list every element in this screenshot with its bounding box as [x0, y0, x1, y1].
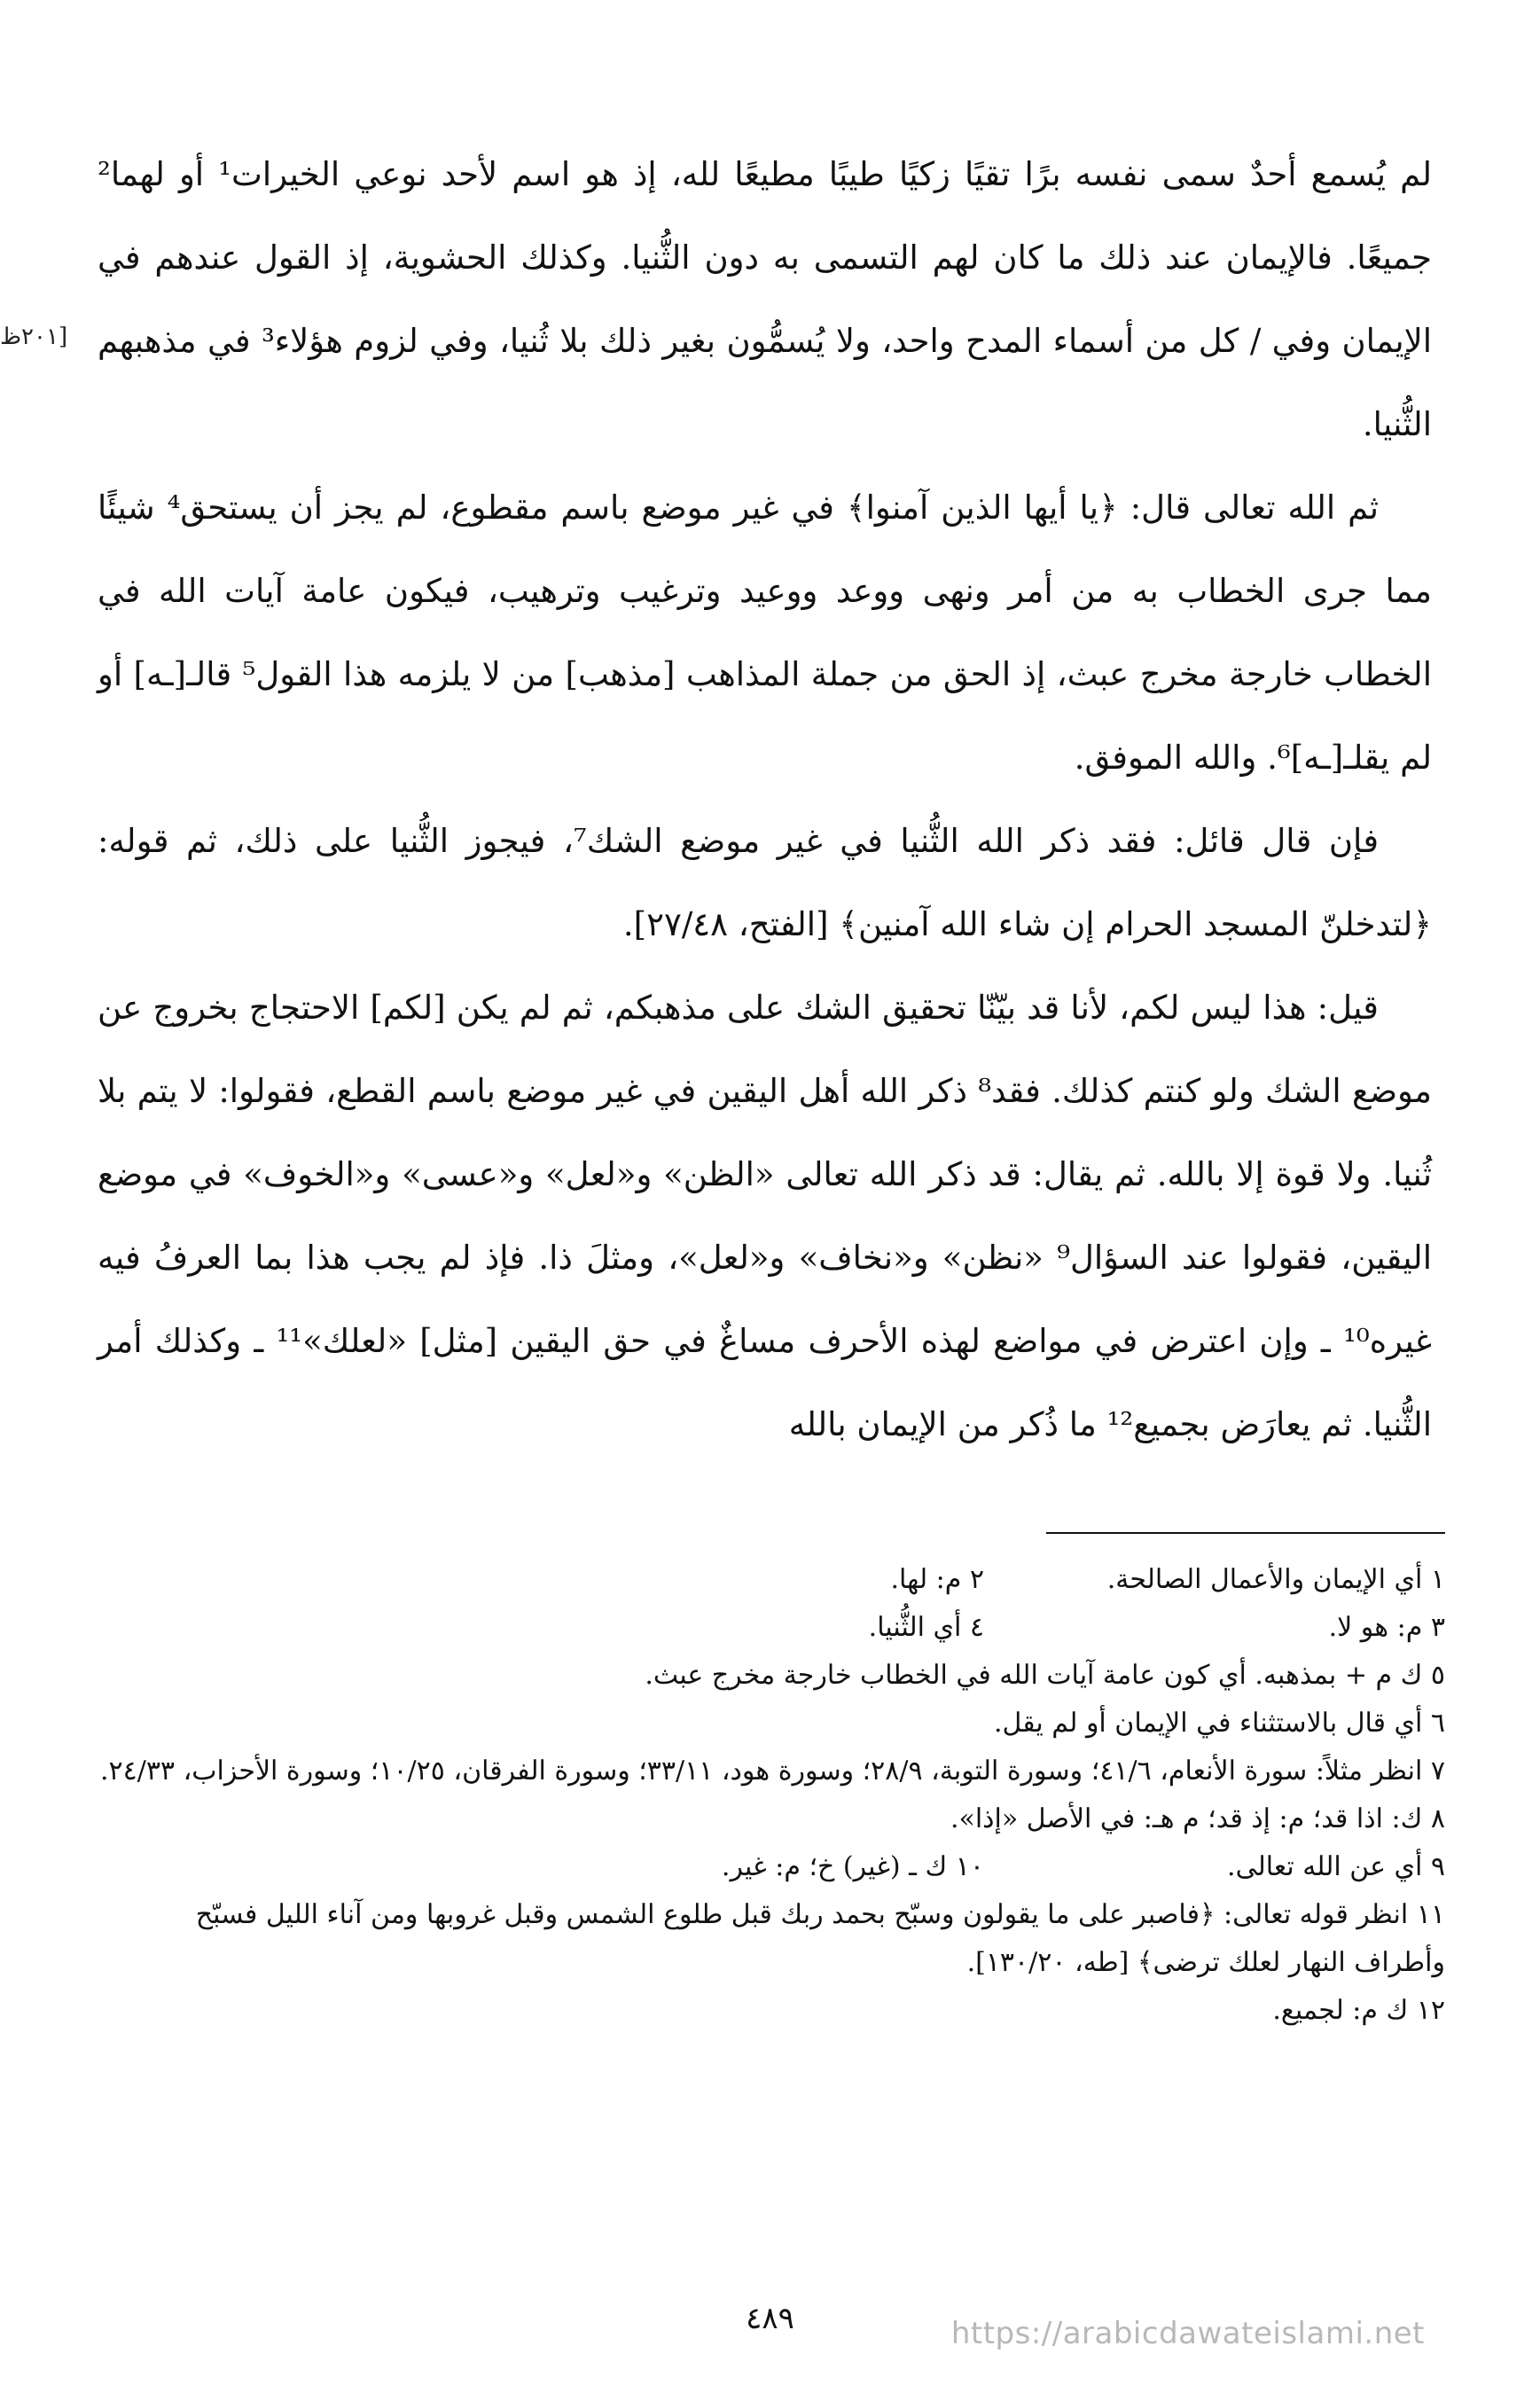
paragraph-1: لم يُسمع أحدٌ سمى نفسه برًا تقيًا زكيًا طيبًا مطيعًا لله، إذ هو اسم لأحد نوعي الخيرات¹ أو لهما² جميعًا. فالإيمان عند ذلك ما كان لهم التسمى به دون الثُّنيا. وكذلك الحشوية، إذ القول عندهم في الإيمان وفي / كل من أسماء المدح واحد، ولا يُسمُّون بغير ذلك بلا ثُنيا، وفي لزوم هؤلاء³ في مذهبهم الثُّنيا. — [98, 155, 1432, 443]
footnotes-section — [98, 1556, 1445, 2035]
footnote-divider — [1046, 1532, 1445, 1534]
footnote-7: ٧ انظر مثلاً: سورة الأنعام، ٤١/٦؛ وسورة التوبة، ٢٨/٩؛ وسورة هود، ٣٣/١١؛ وسورة الفرقان، ١٠/٢٥؛ وسورة الأحزاب، ٢٤/٣٣. — [99, 1756, 1445, 1787]
footnote-row — [98, 1556, 1445, 1604]
paragraph-3: فإن قال قائل: فقد ذكر الله الثُّنيا في غير موضع الشك⁷، فيجوز الثُّنيا على ذلك، ثم قوله: ﴿لتدخلنّ المسجد الحرام إن شاء الله آمنين﴾ [الفتح، ٢٧/٤٨]. — [98, 822, 1432, 943]
footnote-row — [98, 1843, 1445, 1891]
footnote-6: ٦ أي قال بالاستثناء في الإيمان أو لم يقل. — [993, 1708, 1445, 1739]
footnote-10: ١٠ ك ـ (غير) خ؛ م: غير. — [721, 1851, 984, 1882]
footnote-12: ١٢ ك م: لجميع. — [1272, 1995, 1445, 2026]
footnote-9: ٩ أي عن الله تعالى. — [1227, 1851, 1445, 1882]
footnote-1: ١ أي الإيمان والأعمال الصالحة. — [1106, 1564, 1445, 1595]
footnote-3: ٣ م: هو لا. — [1328, 1612, 1445, 1643]
footnote-2: ٢ م: لها. — [890, 1564, 984, 1595]
footnote-row — [98, 1604, 1445, 1652]
manuscript-folio-marker: [٢٠١ظ — [0, 324, 68, 350]
footnote-11: ١١ انظر قوله تعالى: ﴿فاصبر على ما يقولون وسبّح بحمد ربك قبل طلوع الشمس وقبل غروبها ومن آناء الليل فسبّح وأطراف النهار لعلك ترضى﴾ [طه، ١٣٠/٢٠]. — [195, 1899, 1445, 1978]
footnote-5: ٥ ك م + بمذهبه. أي كون عامة آيات الله في الخطاب خارجة مخرج عبث. — [645, 1660, 1445, 1691]
source-watermark: https://arabicdawateislami.net — [950, 2316, 1425, 2351]
page-number: ٤٨٩ — [746, 2301, 794, 2336]
main-text-block — [98, 133, 1432, 1466]
paragraph-2: ثم الله تعالى قال: ﴿يا أيها الذين آمنوا﴾ في غير موضع باسم مقطوع، لم يجز أن يستحق⁴ شيئًا مما جرى الخطاب به من أمر ونهى ووعد ووعيد وترغيب وترهيب، فيكون عامة آيات الله في الخطاب خارجة مخرج عبث، إذ الحق من جملة المذاهب [مذهب] من لا يلزمه هذا القول⁵ قالـ[ـه] أو لم يقلـ[ـه]⁶. والله الموفق. — [98, 489, 1432, 777]
footnote-8: ٨ ك: اذا قد؛ م: إذ قد؛ م هـ: في الأصل «إذا». — [950, 1803, 1445, 1834]
footnote-4: ٤ أي الثُّنيا. — [868, 1612, 984, 1643]
paragraph-4: قيل: هذا ليس لكم، لأنا قد بيّنّا تحقيق الشك على مذهبكم، ثم لم يكن [لكم] الاحتجاج بخروج عن موضع الشك ولو كنتم كذلك. فقد⁸ ذكر الله أهل اليقين في غير موضع باسم القطع، فقولوا: لا يتم بلا ثُنيا. ولا قوة إلا بالله. ثم يقال: قد ذكر الله تعالى «الظن» و«لعل» و«عسى» و«الخوف» في موضع اليقين، فقولوا عند السؤال⁹ «نظن» و«نخاف» و«لعل»، ومثلَ ذا. فإذ لم يجب هذا بما العرفُ فيه غيره¹⁰ ـ وإن اعترض في مواضع لهذه الأحرف مساغٌ في حق اليقين [مثل] «لعلك»¹¹ ـ وكذلك أمر الثُّنيا. ثم يعارَض بجميع¹² ما ذُكر من الإيمان بالله — [98, 989, 1433, 1443]
